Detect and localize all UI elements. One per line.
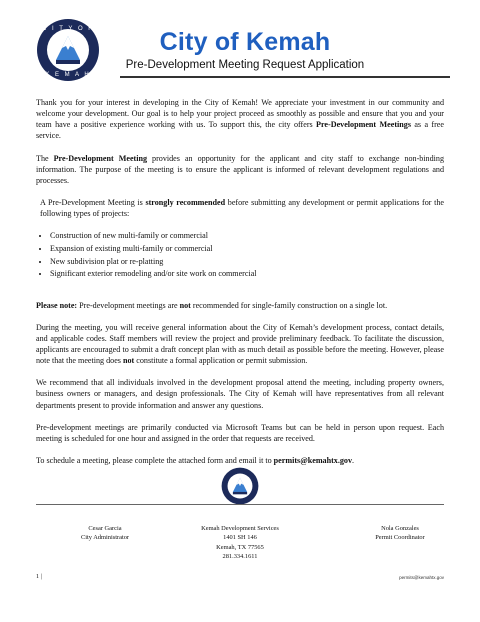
list-item: • Construction of new multi-family or commercial [50,230,444,241]
page-subtitle: Pre-Development Meeting Request Application [125,59,365,71]
purpose-paragraph: The Pre-Development Meeting provides an opportunity for the applicant and city staff to exchange non-binding information. The purpose of the meeting is to ensure the applicant is informed of relevant development regulations and processes. [36,153,444,185]
signature-city-administrator: Cesar Garcia City Administrator [80,525,130,542]
document-body [36,97,444,477]
intro-paragraph: Thank you for your interest in developing in the City of Kemah! We appreciate your investment in our community and welcome your development. Our goal is to help your project proceed as smoothly as possible and ensure that you and your team have a positive experience working with us. To support this, the city offers Pre-Development Meetings as a free service. [36,98,444,141]
page-title: City of Kemah [159,28,331,56]
signature-permit-coordinator: Nola Gonzales Permit Coordinator [375,525,425,542]
permits-email-link[interactable]: permits@kemahtx.gov [273,456,353,466]
schedule-paragraph: To schedule a meeting, please complete the attached form and email it to permits@kemahtx.gov. [36,456,355,466]
office-address: Kemah Development Services 1401 SH 146 Kemah, TX 77565 281.334.1611 [201,525,279,560]
svg-text:C I T Y O F: C I T Y O F [42,26,94,32]
project-types-list [36,230,444,279]
format-paragraph: Pre-development meetings are primarily conducted via Microsoft Teams but can be held in person upon request. Each meeting is scheduled for one hour and assigned in the order that requests are received. [36,422,444,443]
page-number: 1 | [36,573,42,580]
svg-text:K E M A H: K E M A H [45,72,91,78]
list-item: • Expansion of existing multi-family or commercial [50,243,444,254]
list-item: • Significant exterior remodeling and/or site work on commercial [50,268,444,279]
meeting-details-paragraph: During the meeting, you will receive general information about the City of Kemah’s development process, contact details, and applicable codes. Staff members will review the project and provide preliminary feedback. To facilitate the discussion, applicants are encouraged to submit a draft concept plan with as much detail as possible before the meeting. However, please note that the meeting does not constitute a formal application or permit submission. [36,322,444,366]
footer-seal-logo [221,467,259,505]
attendance-paragraph: We recommend that all individuals involved in the development proposal attend the meeting, including property owners, business owners or managers, and design professionals. The City of Kemah will have representatives from all relevant departments present to provide information and answer any questions. [36,378,444,410]
city-seal-logo [36,18,100,82]
footer-divider [36,504,444,505]
recommendation-paragraph: A Pre-Development Meeting is strongly recommended before submitting any development or permit applications for the following types of projects: [40,198,445,219]
note-paragraph: Please note: Pre-development meetings are not recommended for single-family construction on a single lot. [36,300,388,310]
footer-email: permits@kemahtx.gov [399,575,444,580]
list-item: • New subdivision plat or re-platting [50,256,444,267]
header-divider [120,76,450,78]
